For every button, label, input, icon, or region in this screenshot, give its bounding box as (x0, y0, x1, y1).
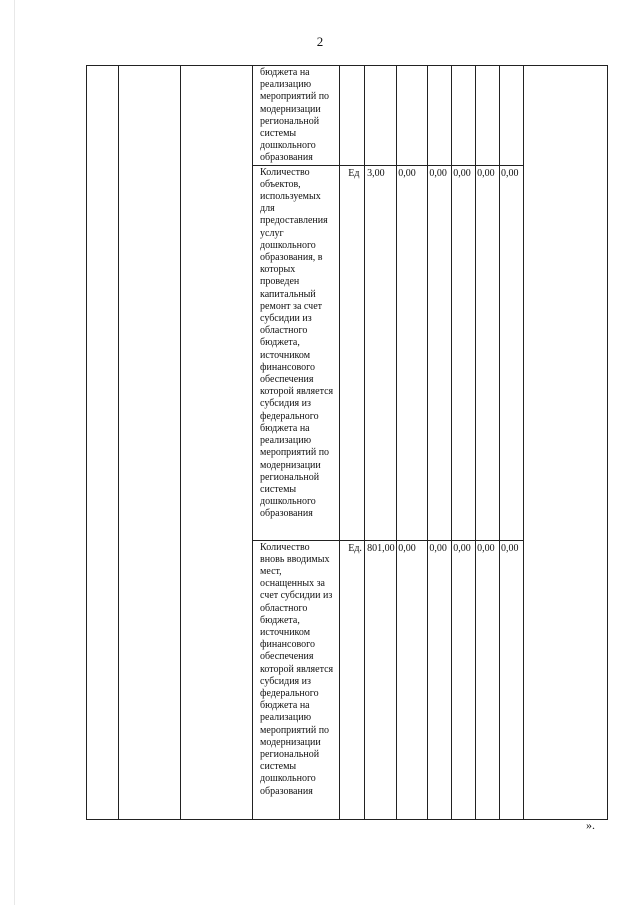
indicator-description: бюджета на реализацию мероприятий по модернизации региональной системы дошкольного образования (253, 66, 340, 166)
value-cell: 0,00 (452, 165, 476, 540)
table-row (87, 66, 608, 166)
empty-cell (181, 66, 253, 820)
value-cell (365, 66, 397, 166)
value-cell (452, 66, 476, 166)
page-number: 2 (316, 34, 324, 49)
value-cell: 0,00 (452, 540, 476, 819)
value-cell: 0,00 (428, 540, 452, 819)
empty-cell (87, 66, 119, 820)
value-cell (397, 66, 428, 166)
indicator-description: Количество объектов, используемых для предоставления услуг дошкольного образования, в которых проведен капитальный ремонт за счет субсидии из областного бюджета, источником финансового обеспечения которой является субсидия из федерального бюджета на реализацию мероприятий по модернизации региональной системы дошкольного образования (253, 165, 340, 540)
indicators-table (86, 65, 608, 820)
unit-cell (340, 66, 365, 166)
value-cell: 0,00 (397, 165, 428, 540)
value-cell: 0,00 (476, 540, 500, 819)
unit-cell: Ед. (340, 540, 365, 819)
value-cell: 0,00 (428, 165, 452, 540)
value-cell: 801,00 (365, 540, 397, 819)
value-cell: 0,00 (500, 540, 524, 819)
value-cell: 0,00 (500, 165, 524, 540)
empty-cell (523, 66, 607, 820)
value-cell (476, 66, 500, 166)
value-cell: 0,00 (397, 540, 428, 819)
closing-quote-mark: ». (586, 818, 595, 832)
unit-cell: Ед (340, 165, 365, 540)
indicator-description: Количество вновь вводимых мест, оснащенных за счет субсидии из областного бюджета, источником финансового обеспечения которой является субсидия из федерального бюджета на реализацию мероприятий по модернизации региональной системы дошкольного образования (253, 540, 340, 819)
scan-edge-line (14, 0, 15, 905)
value-cell: 3,00 (365, 165, 397, 540)
value-cell (428, 66, 452, 166)
empty-cell (119, 66, 181, 820)
value-cell (500, 66, 524, 166)
value-cell: 0,00 (476, 165, 500, 540)
